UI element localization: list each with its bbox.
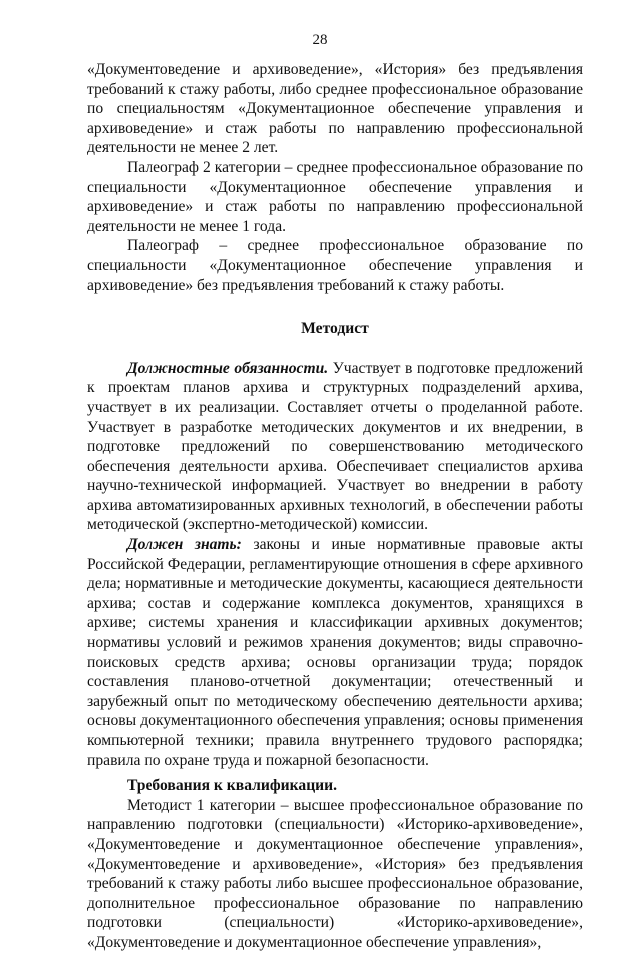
paragraph-paleograph-2: Палеограф 2 категории – среднее профессиональное образование по специальности «Документационное обеспечение управления и архивоведение» и стаж работы по направлению профессиональной деятельности не менее 1 года. (87, 158, 583, 235)
paragraph-continuation: «Документоведение и архивоведение», «История» без предъявления требований к стажу работы, либо среднее профессиональное образование по специальностям «Документационное обеспечение управления и архивоведение» и стаж работы по направлению профессиональной деятельности не менее 2 лет. (87, 61, 583, 157)
page-number: 28 (312, 32, 328, 48)
paragraph-paleograph: Палеограф – среднее профессиональное образование по специальности «Документационное обеспечение управления и архивоведение» без предъявления требований к стажу работы. (87, 237, 583, 294)
paragraph-must-know (87, 535, 583, 770)
section-title: Методист (301, 320, 369, 338)
duties-text: Участвует в подготовке предложений к проектам планов архива и структурных подразделений архива, участвует в их реализации. Составляет отчеты о проделанной работе. Участвует в разработке методических документов и их внедрении, в подготовке предложений по совершенствованию методического обеспечения деятельности архива. Обеспечивает специалистов архива научно-технической информацией. Участвует во внедрении в работу архива автоматизированных архивных технологий, в обеспечении работы методической (экспертно-методической) комиссии. (87, 359, 583, 534)
must-know-label: Должен знать: (127, 536, 242, 554)
paragraph-qualification: Методист 1 категории – высшее профессиональное образование по направлению подготовки (специальности) «Историко-архивоведение», «Документоведение и документационное обеспечение управления», «Документоведение и архивоведение», «История» без предъявления требований к стажу работы либо высшее профессиональное образование, дополнительное профессиональное образование по направлению подготовки (специальности) «Историко-архивоведение», «Документоведение и документационное обеспечение управления», (87, 796, 583, 951)
page-content (87, 60, 583, 953)
paragraph-duties (87, 359, 583, 535)
qualification-title: Требования к квалификации. (127, 777, 338, 795)
duties-label: Должностные обязанности. (127, 359, 329, 377)
must-know-text: законы и иные нормативные правовые акты Российской Федерации, регламентирующие отношения в сфере архивного дела; нормативные и методические документы, касающиеся деятельности архива; состав и содержание комплекса документов, хранящихся в архиве; системы хранения и классификации архивных документов; нормативы условий и режимов хранения документов; виды справочно-поисковых средств архива; основы организации труда; порядок составления планово-отчетной документации; отечественный и зарубежный опыт по методическому обеспечению деятельности архива; основы документационного обеспечения управления; основы применения компьютерной техники; правила внутреннего трудового распорядка; правила по охране труда и пожарной безопасности. (87, 536, 583, 769)
